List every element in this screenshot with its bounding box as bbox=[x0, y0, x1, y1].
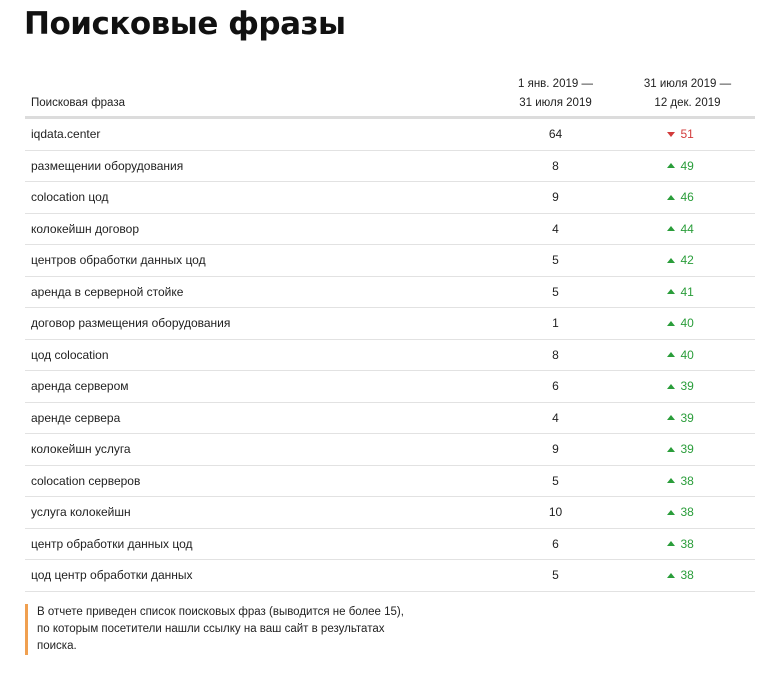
header-period-1-line-2: 31 июля 2019 bbox=[519, 97, 592, 109]
period-2-cell bbox=[620, 560, 755, 592]
period-2-cell bbox=[620, 465, 755, 497]
trend-indicator bbox=[667, 285, 707, 299]
table-row bbox=[25, 371, 755, 403]
period-2-value: 40 bbox=[680, 347, 694, 362]
arrow-up-icon bbox=[667, 226, 675, 231]
period-2-value: 39 bbox=[680, 379, 694, 394]
period-2-cell bbox=[620, 402, 755, 434]
period-1-value: 9 bbox=[491, 434, 620, 466]
table-row bbox=[25, 245, 755, 277]
phrase-cell: услуга колокейшн bbox=[25, 497, 491, 529]
phrase-cell: центр обработки данных цод bbox=[25, 528, 491, 560]
table-body bbox=[25, 118, 755, 592]
trend-indicator bbox=[667, 442, 707, 456]
period-2-value: 40 bbox=[680, 316, 694, 331]
phrase-cell: договор размещения оборудования bbox=[25, 308, 491, 340]
period-1-value: 4 bbox=[491, 402, 620, 434]
period-1-value: 6 bbox=[491, 528, 620, 560]
report-note: В отчете приведен список поисковых фраз (выводится не более 15), по которым посетители нашли ссылку на ваш сайт в результатах поиска. bbox=[25, 604, 417, 655]
table-row bbox=[25, 118, 755, 151]
arrow-up-icon bbox=[667, 195, 675, 200]
phrase-cell: аренде сервера bbox=[25, 402, 491, 434]
period-2-cell bbox=[620, 245, 755, 277]
trend-indicator bbox=[667, 316, 707, 330]
period-2-cell bbox=[620, 276, 755, 308]
period-2-cell bbox=[620, 308, 755, 340]
arrow-up-icon bbox=[667, 384, 675, 389]
phrase-cell: цод центр обработки данных bbox=[25, 560, 491, 592]
arrow-up-icon bbox=[667, 415, 675, 420]
arrow-up-icon bbox=[667, 573, 675, 578]
trend-indicator bbox=[667, 379, 707, 393]
period-2-value: 49 bbox=[680, 158, 694, 173]
arrow-up-icon bbox=[667, 478, 675, 483]
period-1-value: 5 bbox=[491, 276, 620, 308]
period-1-value: 10 bbox=[491, 497, 620, 529]
table-row bbox=[25, 308, 755, 340]
period-2-cell bbox=[620, 528, 755, 560]
arrow-up-icon bbox=[667, 289, 675, 294]
period-2-value: 38 bbox=[680, 568, 694, 583]
table-row bbox=[25, 276, 755, 308]
trend-indicator bbox=[667, 505, 707, 519]
trend-indicator bbox=[667, 127, 707, 141]
period-1-value: 5 bbox=[491, 560, 620, 592]
arrow-up-icon bbox=[667, 541, 675, 546]
period-1-value: 64 bbox=[491, 118, 620, 151]
period-2-value: 42 bbox=[680, 253, 694, 268]
period-1-value: 1 bbox=[491, 308, 620, 340]
phrase-cell: размещении оборудования bbox=[25, 150, 491, 182]
arrow-up-icon bbox=[667, 163, 675, 168]
arrow-up-icon bbox=[667, 510, 675, 515]
period-2-cell bbox=[620, 118, 755, 151]
period-2-cell bbox=[620, 371, 755, 403]
header-period-1-line-1: 1 янв. 2019 — bbox=[518, 78, 593, 90]
table-row bbox=[25, 402, 755, 434]
phrase-cell: колокейшн услуга bbox=[25, 434, 491, 466]
trend-indicator bbox=[667, 190, 707, 204]
table-row bbox=[25, 497, 755, 529]
period-2-cell bbox=[620, 150, 755, 182]
period-2-value: 38 bbox=[680, 536, 694, 551]
table-row bbox=[25, 150, 755, 182]
period-1-value: 8 bbox=[491, 339, 620, 371]
header-period-2-line-1: 31 июля 2019 — bbox=[643, 78, 732, 90]
phrase-cell: аренда сервером bbox=[25, 371, 491, 403]
arrow-up-icon bbox=[667, 321, 675, 326]
trend-indicator bbox=[667, 411, 707, 425]
table-row bbox=[25, 213, 755, 245]
table-row bbox=[25, 339, 755, 371]
arrow-up-icon bbox=[667, 258, 675, 263]
header-period-2 bbox=[620, 70, 755, 118]
table-row bbox=[25, 465, 755, 497]
period-2-value: 44 bbox=[680, 221, 694, 236]
period-2-cell bbox=[620, 213, 755, 245]
table-header-row bbox=[25, 70, 755, 118]
header-period-1 bbox=[491, 70, 620, 118]
table-row bbox=[25, 528, 755, 560]
table-row bbox=[25, 182, 755, 214]
trend-indicator bbox=[667, 348, 707, 362]
trend-indicator bbox=[667, 222, 707, 236]
phrase-cell: центров обработки данных цод bbox=[25, 245, 491, 277]
arrow-up-icon bbox=[667, 352, 675, 357]
period-2-cell bbox=[620, 497, 755, 529]
phrase-cell: колокейшн договор bbox=[25, 213, 491, 245]
period-2-value: 39 bbox=[680, 442, 694, 457]
arrow-up-icon bbox=[667, 447, 675, 452]
table-row bbox=[25, 434, 755, 466]
period-2-cell bbox=[620, 434, 755, 466]
period-2-value: 46 bbox=[680, 190, 694, 205]
period-2-value: 38 bbox=[680, 473, 694, 488]
phrase-cell: colocation серверов bbox=[25, 465, 491, 497]
period-1-value: 5 bbox=[491, 465, 620, 497]
phrase-cell: аренда в серверной стойке bbox=[25, 276, 491, 308]
period-2-value: 38 bbox=[680, 505, 694, 520]
search-phrases-table bbox=[25, 70, 755, 592]
period-2-cell bbox=[620, 182, 755, 214]
trend-indicator bbox=[667, 537, 707, 551]
phrase-cell: цод colocation bbox=[25, 339, 491, 371]
period-2-cell bbox=[620, 339, 755, 371]
trend-indicator bbox=[667, 474, 707, 488]
trend-indicator bbox=[667, 253, 707, 267]
period-2-value: 39 bbox=[680, 410, 694, 425]
arrow-down-icon bbox=[667, 132, 675, 137]
period-1-value: 5 bbox=[491, 245, 620, 277]
header-period-2-line-2: 12 дек. 2019 bbox=[654, 97, 721, 109]
trend-indicator bbox=[667, 159, 707, 173]
trend-indicator bbox=[667, 568, 707, 582]
phrase-cell: iqdata.center bbox=[25, 118, 491, 151]
period-1-value: 4 bbox=[491, 213, 620, 245]
page-title: Поисковые фразы bbox=[24, 6, 346, 42]
period-2-value: 41 bbox=[680, 284, 694, 299]
period-2-value: 51 bbox=[680, 127, 694, 142]
header-phrase: Поисковая фраза bbox=[25, 70, 491, 118]
period-1-value: 6 bbox=[491, 371, 620, 403]
period-1-value: 8 bbox=[491, 150, 620, 182]
phrase-cell: colocation цод bbox=[25, 182, 491, 214]
table-row bbox=[25, 560, 755, 592]
period-1-value: 9 bbox=[491, 182, 620, 214]
